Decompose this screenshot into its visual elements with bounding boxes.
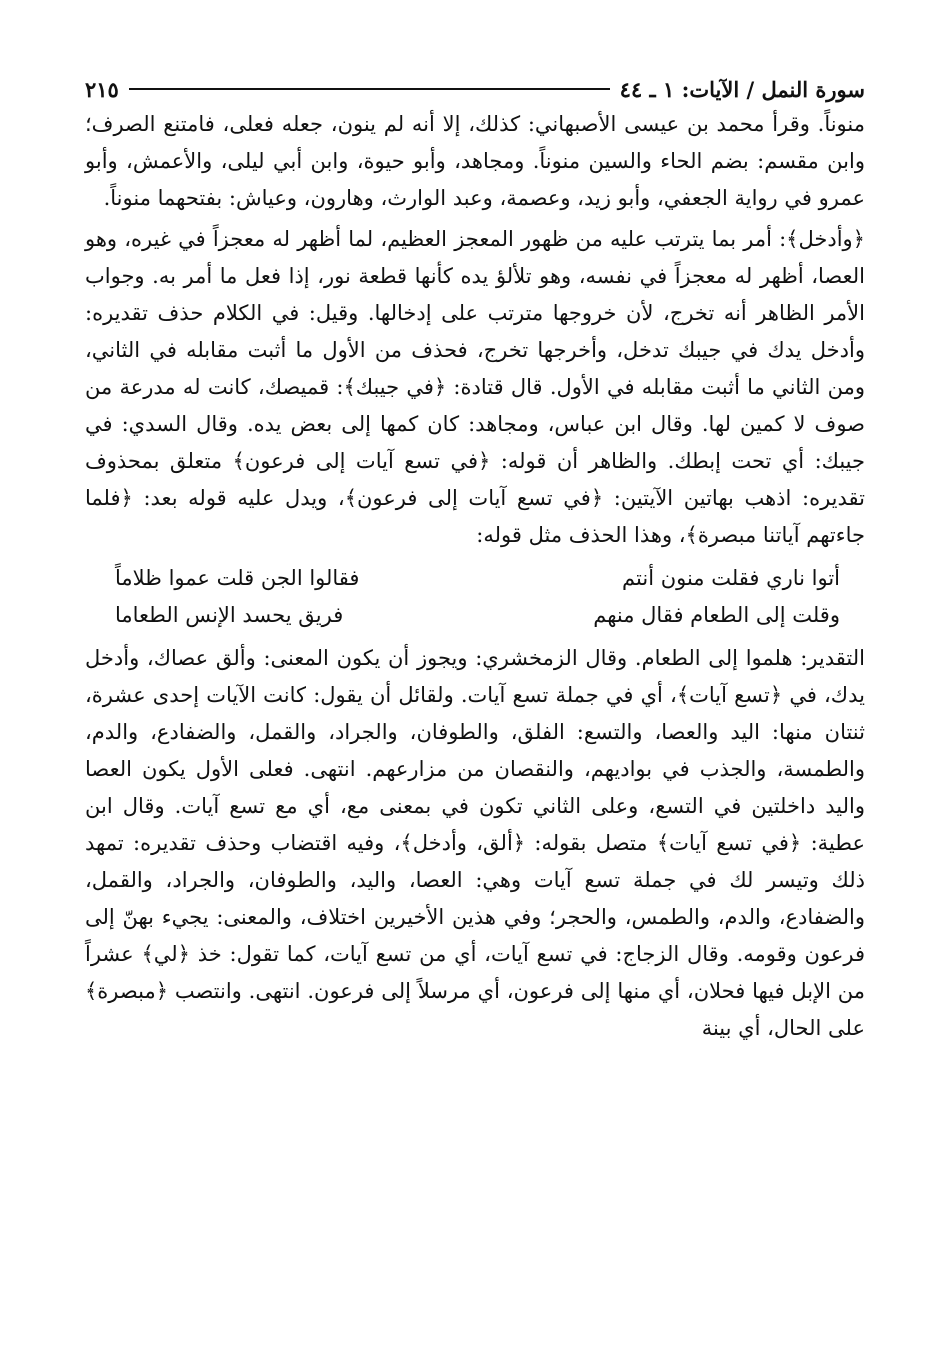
verse-line	[115, 560, 840, 597]
verse-first-hemistich: أتوا ناري فقلت منون أنتم	[622, 566, 840, 590]
verse-second-hemistich: فقالوا الجن قلت عموا ظلاماً	[115, 566, 360, 590]
verse-second-hemistich: فريق يحسد الإنس الطعاما	[115, 603, 344, 627]
paragraph-wa-adkhil: ﴿وأدخل﴾: أمر بما يترتب عليه من ظهور المعجز العظيم، لما أظهر له معجزاً في غيره، وهو العصا، أظهر له معجزاً في نفسه، وهو تلألؤ يده كأنها قطعة نور، إذا فعل ما أمر به. وجواب الأمر الظاهر أنه تخرج، لأن خروجها مترتب على إدخالها. وقيل: في الكلام حذف تقديره: وأدخل يدك في جيبك تدخل، وأخرجها تخرج، فحذف من الأول ما أثبت مقابله في الثاني، ومن الثاني ما أثبت مقابله في الأول. قال قتادة: ﴿في جيبك﴾: قميصك، كانت له مدرعة من صوف لا كمين لها. وقال ابن عباس، ومجاهد: كان كمها إلى بعض يده. وقال السدي: في جيبك: أي تحت إبطك. والظاهر أن قوله: ﴿في تسع آيات إلى فرعون﴾ متعلق بمحذوف تقديره: اذهب بهاتين الآيتين: ﴿في تسع آيات إلى فرعون﴾، ويدل عليه قوله بعد: ﴿فلما جاءتهم آياتنا مبصرة﴾، وهذا الحذف مثل قوله:	[85, 227, 865, 547]
page-number: ٢١٥	[85, 76, 119, 102]
paragraph-taqdir: التقدير: هلموا إلى الطعام. وقال الزمخشري: ويجوز أن يكون المعنى: وألق عصاك، وأدخل يدك، في ﴿تسع آيات﴾، أي في جملة تسع آيات. ولقائل أن يقول: كانت الآيات إحدى عشرة، ثنتان منها: اليد والعصا، والتسع: الفلق، والطوفان، والجراد، والقمل، والضفادع، والدم، والطمسة، والجذب في بواديهم، والنقصان من مزارعهم. انتهى. فعلى الأول يكون العصا واليد داخلتين في التسع، وعلى الثاني تكون في بمعنى مع، أي مع تسع آيات. وقال ابن عطية: ﴿في تسع آيات﴾ متصل بقوله: ﴿ألق، وأدخل﴾، وفيه اقتضاب وحذف تقديره: تمهد ذلك وتيسر لك في جملة تسع آيات وهي: العصا، واليد، والطوفان، والجراد، والقمل، والضفادع، والدم، والطمس، والحجر؛ وفي هذين الأخيرين اختلاف، والمعنى: يجيء بهنّ إلى فرعون وقومه. وقال الزجاج: في تسع آيات، أي من تسع آيات، كما تقول: خذ ﴿لي﴾ عشراً من الإبل فيها فحلان، أي منها إلى فرعون، أي مرسلاً إلى فرعون. انتهى. وانتصب ﴿مبصرة﴾ على الحال، أي بينة	[85, 646, 865, 1040]
surah-title: سورة النمل / الآيات: ١ ـ ٤٤	[619, 76, 865, 102]
book-page	[85, 72, 865, 1047]
running-header	[85, 72, 865, 106]
paragraph-readings: منوناً. وقرأ محمد بن عيسى الأصبهاني: كذلك، إلا أنه لم ينون، جعله فعلى، فامتنع الصرف؛ وابن مقسم: بضم الحاء والسين منوناً. ومجاهد، وأبو حيوة، وابن أبي ليلى، والأعمش، وأبو عمرو في رواية الجعفي، وأبو زيد، وعصمة، وعبد الوارث، وهارون، وعياش: بفتحهما منوناً.	[85, 112, 865, 210]
header-rule	[129, 88, 610, 90]
verse-first-hemistich: وقلت إلى الطعام فقال منهم	[593, 603, 840, 627]
poetry-verses	[115, 560, 840, 634]
verse-line	[115, 597, 840, 634]
